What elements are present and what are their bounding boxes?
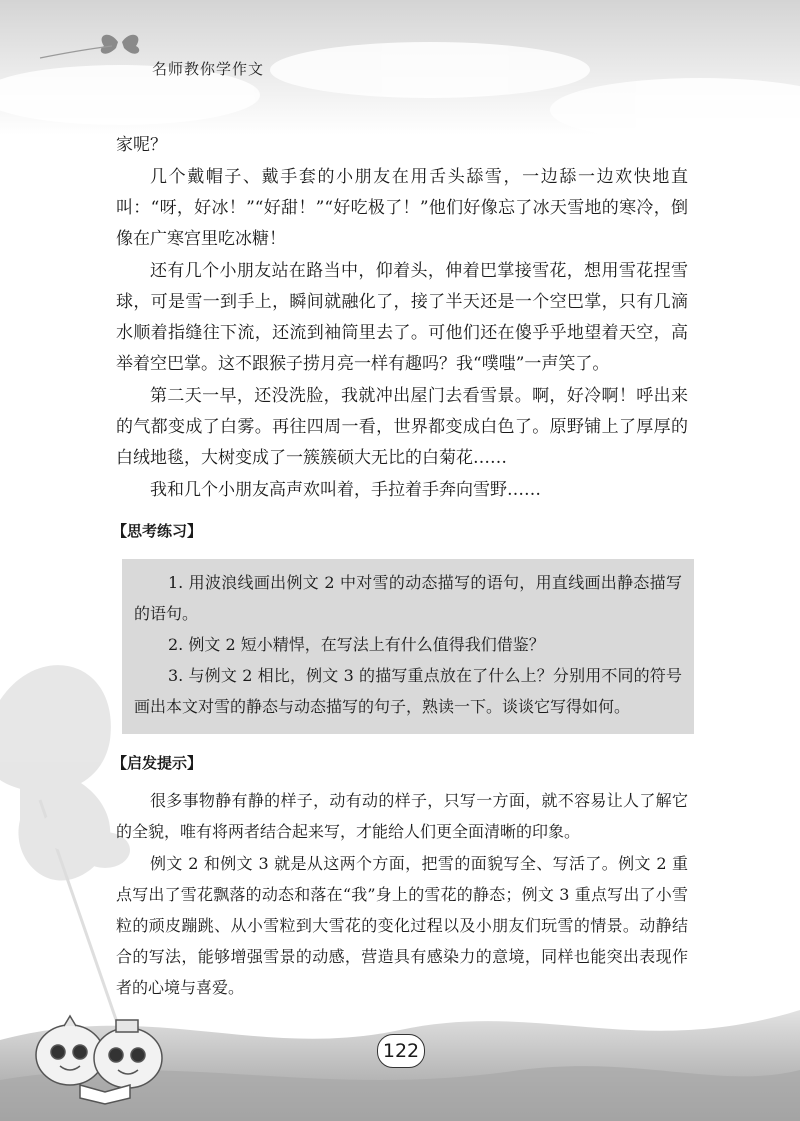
hint-paragraph: 例文 2 和例文 3 就是从这两个方面，把雪的面貌写全、写活了。例文 2 重点写出了雪花飘落的动态和落在“我”身上的雪花的静态；例文 3 重点写出了小雪粒的顽皮蹦跳、从小雪粒到大雪花的变化过程以及小朋友们玩雪的情景。动静结合的写法，能够增强雪景的动感，营造具有感染力的意境，同样也能突出表现作者的心境与喜爱。 <box>116 854 688 997</box>
exercise-item: 2. 例文 2 短小精悍，在写法上有什么值得我们借鉴？ <box>168 635 545 654</box>
essay-paragraph: 第二天一早，还没洗脸，我就冲出屋门去看雪景。啊，好冷啊！呼出来的气都变成了白雾。再往四周一看，世界都变成白色了。原野铺上了厚厚的白绒地毯，大树变成了一簇簇硕大无比的白菊花…… <box>116 386 688 468</box>
hint-paragraph: 很多事物静有静的样子，动有动的样子，只写一方面，就不容易让人了解它的全貌，唯有将两者结合起来写，才能给人们更全面清晰的印象。 <box>116 791 688 841</box>
essay-paragraph: 还有几个小朋友站在路当中，仰着头，伸着巴掌接雪花，想用雪花捏雪球，可是雪一到手上，瞬间就融化了，接了半天还是一个空巴掌，只有几滴水顺着指缝往下流，还流到袖筒里去了。可他们还在傻乎乎地望着天空，高举着空巴掌。这不跟猴子捞月亮一样有趣吗？我“噗嗤”一声笑了。 <box>116 261 688 374</box>
essay-paragraph: 几个戴帽子、戴手套的小朋友在用舌头舔雪，一边舔一边欢快地直叫：“呀，好冰！”“好甜！”“好吃极了！”他们好像忘了冰天雪地的寒冷，倒像在广寒宫里吃冰糖！ <box>116 167 688 249</box>
header-title: 名师教你学作文 <box>152 60 265 78</box>
page-content <box>112 130 688 1004</box>
essay-paragraph: 家呢？ <box>116 135 167 155</box>
essay-body <box>116 130 688 506</box>
exercises-box <box>122 559 694 734</box>
essay-paragraph: 我和几个小朋友高声欢叫着，手拉着手奔向雪野…… <box>150 480 541 500</box>
page-number: 122 <box>377 1034 425 1068</box>
exercise-item: 3. 与例文 2 相比，例文 3 的描写重点放在了什么上？分别用不同的符号画出本文对雪的静态与动态描写的句子，熟读一下。谈谈它写得如何。 <box>134 666 682 716</box>
hints-title: 【启发提示】 <box>112 754 203 772</box>
exercise-item: 1. 用波浪线画出例文 2 中对雪的动态描写的语句，用直线画出静态描写的语句。 <box>134 573 682 623</box>
hints-body <box>116 785 688 1003</box>
clover-decoration <box>0 665 130 1060</box>
exercises-title: 【思考练习】 <box>112 522 203 540</box>
